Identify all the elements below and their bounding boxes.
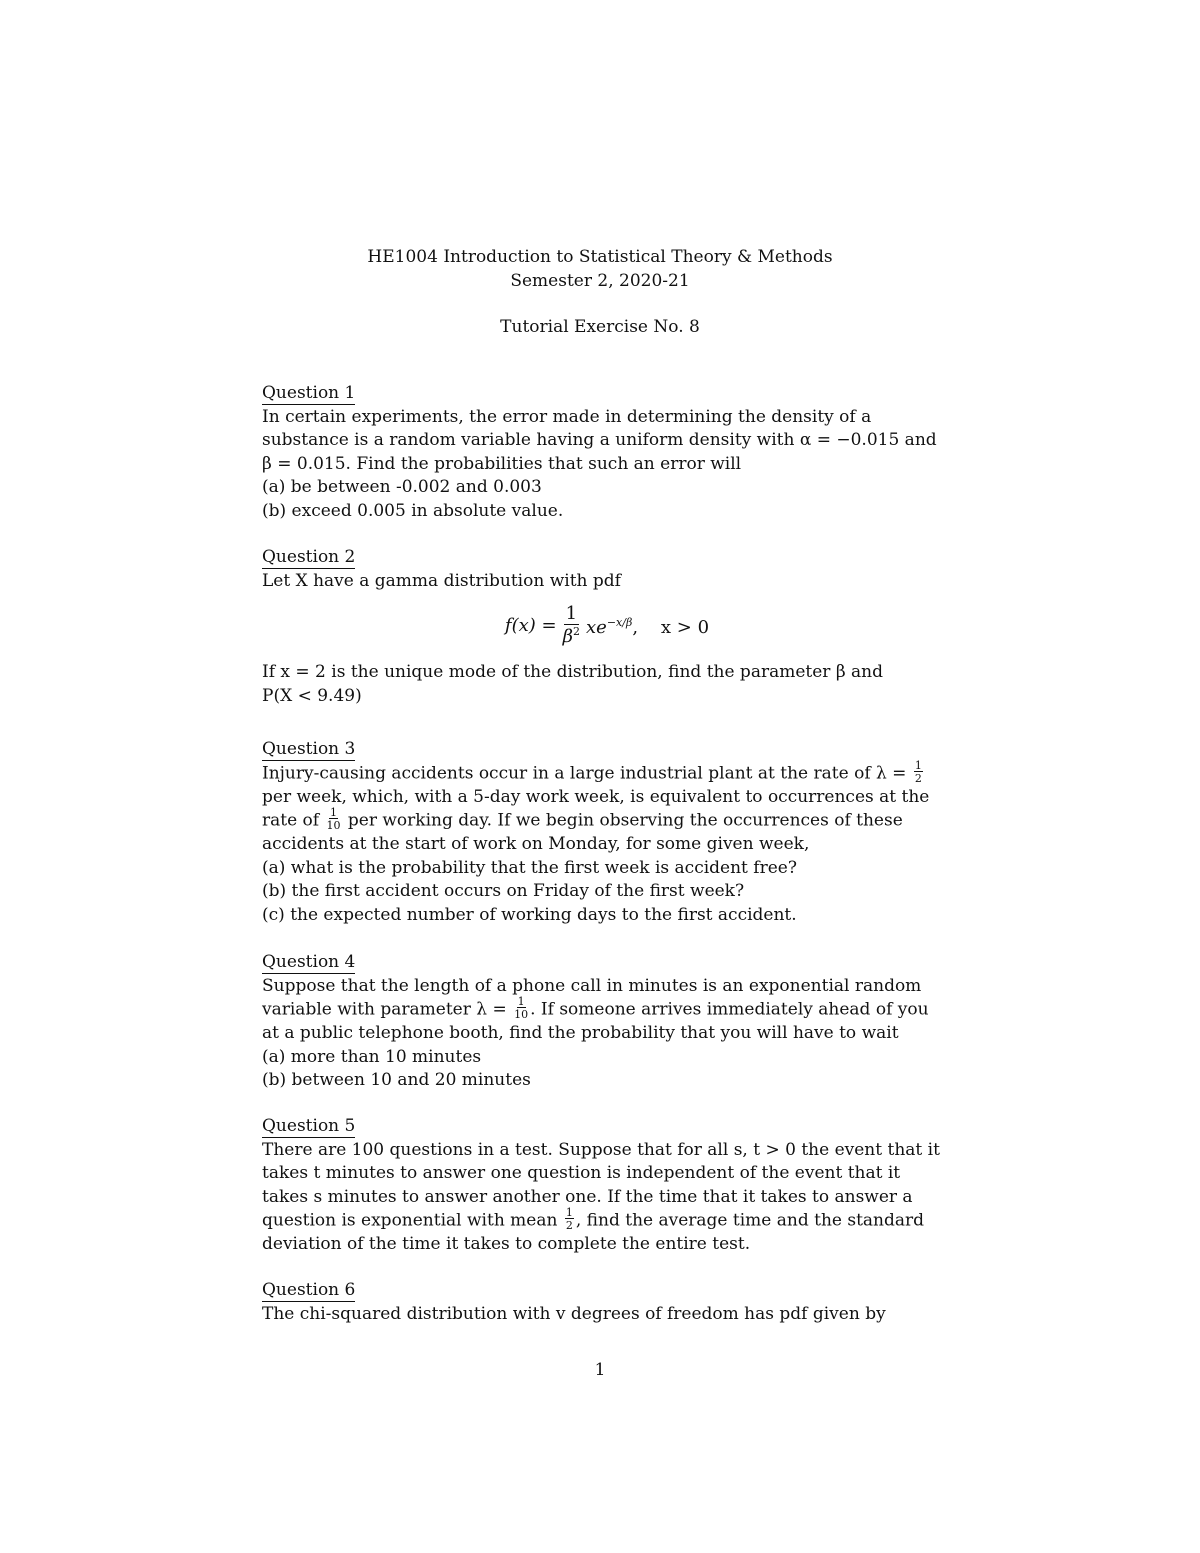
fraction-denominator: 2 <box>914 771 922 785</box>
text-line: (a) what is the probability that the first week is accident free? <box>262 857 797 878</box>
question-heading: Question 5 <box>262 1116 356 1136</box>
text-line: (b) between 10 and 20 minutes <box>262 1070 531 1090</box>
text-line: substance is a random variable having a uniform density with α = −0.015 and <box>262 430 937 450</box>
question-5 <box>262 1115 952 1257</box>
equation-lhs: f(x) = <box>504 614 557 636</box>
fraction-numerator: 1 <box>565 603 578 624</box>
fraction-denominator: 10 <box>514 1008 529 1021</box>
text-line: P(X < 9.49) <box>262 685 362 706</box>
tutorial-label: Tutorial Exercise No. 8 <box>500 317 700 337</box>
text-line: There are 100 questions in a test. Suppose that for all s, t > 0 the event that it <box>262 1139 940 1160</box>
text-line: takes t minutes to answer one question is independent of the event that it <box>262 1163 901 1183</box>
text-segment: per working day. If we begin observing the occurrences of these <box>347 810 903 831</box>
mean-fraction <box>565 1207 574 1231</box>
text-line: accidents at the start of work on Monday, for some given week, <box>262 834 810 854</box>
text-line <box>262 995 952 1022</box>
question-6 <box>262 1279 952 1326</box>
text-segment: question is exponential with mean <box>262 1210 558 1231</box>
gamma-pdf-equation <box>262 605 952 651</box>
rate-fraction <box>914 760 923 784</box>
equation-exponent: −x/β <box>606 616 633 630</box>
text-line <box>262 758 952 786</box>
text-line <box>262 1206 952 1233</box>
question-heading: Question 6 <box>262 1280 356 1300</box>
equation-body: xe <box>586 617 607 639</box>
lambda-fraction <box>514 996 528 1020</box>
fraction-denominator: 10 <box>326 819 341 832</box>
question-3 <box>262 738 952 927</box>
question-1 <box>262 382 952 523</box>
denominator-exponent: 2 <box>573 625 580 638</box>
page-number: 1 <box>594 1360 606 1380</box>
text-line: (c) the expected number of working days to the first accident. <box>262 904 797 925</box>
text-line: deviation of the time it takes to complete the entire test. <box>262 1234 751 1254</box>
text-segment: . If someone arrives immediately ahead of you <box>530 999 929 1020</box>
text-segment: variable with parameter λ = <box>262 999 507 1020</box>
fraction-numerator: 1 <box>330 806 337 819</box>
question-heading: Question 4 <box>262 952 356 972</box>
text-line: In certain experiments, the error made in determining the density of a <box>262 406 872 427</box>
text-line: Let X have a gamma distribution with pdf <box>262 570 621 591</box>
rate-fraction <box>327 807 341 831</box>
fraction-numerator: 1 <box>914 758 922 772</box>
text-line: (a) be between -0.002 and 0.003 <box>262 477 542 497</box>
question-2 <box>262 546 952 708</box>
text-segment: rate of <box>262 810 320 831</box>
text-segment: , find the average time and the standard <box>575 1210 925 1231</box>
question-4 <box>262 951 952 1093</box>
fraction-denominator: β <box>562 626 573 647</box>
text-segment: Injury-causing accidents occur in a large industrial plant at the rate of λ = <box>262 763 907 783</box>
fraction-numerator: 1 <box>517 995 525 1008</box>
question-heading: Question 1 <box>262 383 356 403</box>
text-line: at a public telephone booth, find the probability that you will have to wait <box>262 1023 899 1043</box>
text-line: per week, which, with a 5-day work week, is equivalent to occurrences at the <box>262 786 930 807</box>
text-line: If x = 2 is the unique mode of the distribution, find the parameter β and <box>262 662 884 682</box>
text-line: β = 0.015. Find the probabilities that such an error will <box>262 453 742 474</box>
equation-condition: , x > 0 <box>632 617 710 639</box>
text-line: (b) exceed 0.005 in absolute value. <box>262 500 564 521</box>
text-line: Suppose that the length of a phone call in minutes is an exponential random <box>262 975 922 996</box>
text-line: takes s minutes to answer another one. If the time that it takes to answer a <box>262 1186 913 1207</box>
fraction-numerator: 1 <box>565 1206 573 1219</box>
text-line: (b) the first accident occurs on Friday of the first week? <box>262 881 745 901</box>
semester-label: Semester 2, 2020-21 <box>510 271 690 291</box>
question-heading: Question 2 <box>262 547 356 567</box>
text-line: The chi-squared distribution with v degrees of freedom has pdf given by <box>262 1303 886 1324</box>
course-title: HE1004 Introduction to Statistical Theory & Methods <box>367 247 833 267</box>
question-heading: Question 3 <box>262 739 356 759</box>
text-line: (a) more than 10 minutes <box>262 1046 482 1067</box>
equation-fraction <box>563 605 580 646</box>
text-line <box>262 806 952 833</box>
fraction-denominator: 2 <box>565 1219 573 1232</box>
